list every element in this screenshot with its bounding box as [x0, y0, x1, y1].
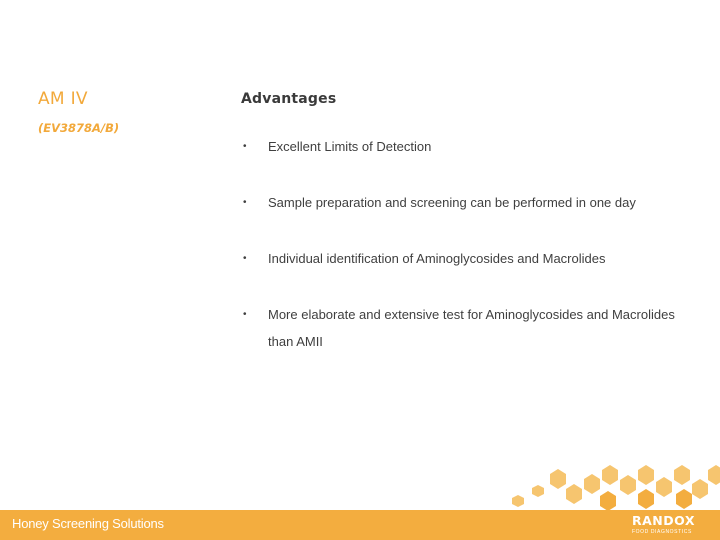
footer-title: Honey Screening Solutions: [12, 516, 164, 531]
product-title: AM IV: [38, 89, 88, 109]
bullet-icon: •: [243, 253, 247, 264]
list-item: [241, 245, 681, 272]
bullet-icon: •: [243, 309, 247, 320]
list-item: [241, 133, 681, 160]
list-item-text: More elaborate and extensive test for Aminoglycosides and Macrolides than AMII: [268, 307, 675, 349]
list-item-text: Individual identification of Aminoglycosides and Macrolides: [268, 251, 606, 266]
bullet-icon: •: [243, 141, 247, 152]
list-item-text: Excellent Limits of Detection: [268, 139, 432, 154]
logo-subtext: FOOD DIAGNOSTICS: [632, 529, 692, 535]
logo-text: RANDOX: [632, 513, 695, 528]
advantages-list: [241, 133, 681, 355]
section-heading: Advantages: [241, 91, 337, 107]
randox-logo: [632, 513, 712, 538]
honeycomb-decoration: [480, 462, 720, 512]
list-item-text: Sample preparation and screening can be performed in one day: [268, 195, 636, 210]
list-item: [241, 189, 681, 216]
bullet-icon: •: [243, 197, 247, 208]
product-code: (EV3878A/B): [38, 121, 120, 135]
list-item: [241, 301, 681, 355]
